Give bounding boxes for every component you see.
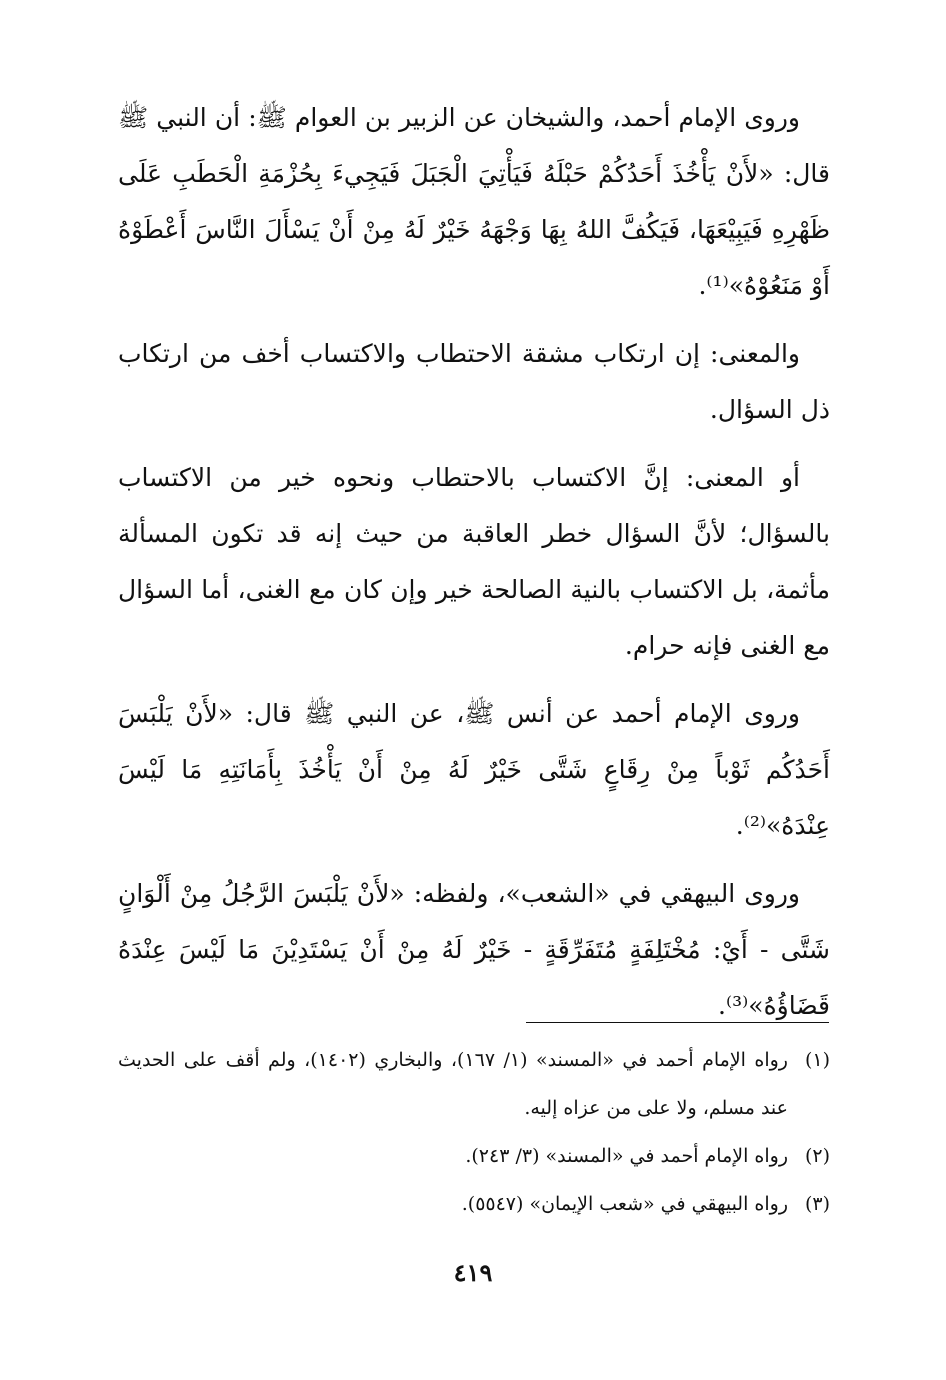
footnote-text: رواه الإمام أحمد في «المسند» (١/ ١٦٧)، والبخاري (١٤٠٢)، ولم أقف على الحديث عند مسلم، ولا على من عزاه إليه. xyxy=(118,1049,788,1119)
footnote-text: رواه الإمام أحمد في «المسند» (٣/ ٢٤٣). xyxy=(465,1145,788,1167)
footnotes xyxy=(118,1036,830,1228)
paragraph-bayhaqi: وروى البيهقي في «الشعب»، ولفظه: «لأَنْ يَلْبَسَ الرَّجُلُ مِنْ أَلْوَانٍ شَتَّى - أَيْ: مُخْتَلِفَةٍ مُتَفَرِّقَةٍ - خَيْرٌ لَهُ مِنْ أَنْ يَسْتَدِيْنَ مَا لَيْسَ عِنْدَهُ قَضَاؤُهُ»⁽³⁾. xyxy=(118,879,830,1020)
footnote-separator xyxy=(526,1022,829,1023)
footnote-text: رواه البيهقي في «شعب الإيمان» (٥٥٤٧). xyxy=(461,1193,788,1215)
page-number: ٤١٩ xyxy=(453,1258,493,1287)
paragraph-meaning-one: والمعنى: إن ارتكاب مشقة الاحتطاب والاكتساب أخف من ارتكاب ذل السؤال. xyxy=(118,339,830,424)
paragraph-hadith-zubair: وروى الإمام أحمد، والشيخان عن الزبير بن العوام ﷺ: أن النبي ﷺ قال: «لأَنْ يَأْخُذَ أَحَدُكُمْ حَبْلَهُ فَيَأْتِيَ الْجَبَلَ فَيَجِيءَ بِحُزْمَةِ الْحَطَبِ عَلَى ظَهْرِهِ فَيَبِيْعَهَا، فَيَكُفَّ اللهُ بِهَا وَجْهَهُ خَيْرٌ لَهُ مِنْ أَنْ يَسْأَلَ النَّاسَ أَعْطَوْهُ أَوْ مَنَعُوْهُ»⁽¹⁾. xyxy=(118,103,830,300)
main-text xyxy=(118,90,830,1046)
paragraph-meaning-two: أو المعنى: إنَّ الاكتساب بالاحتطاب ونحوه خير من الاكتساب بالسؤال؛ لأنَّ السؤال خطر العاقبة من حيث إنه قد تكون المسألة مأثمة، بل الاكتساب بالنية الصالحة خير وإن كان مع الغنى، أما السؤال مع الغنى فإنه حرام. xyxy=(118,463,830,660)
footnote-3 xyxy=(118,1180,830,1228)
footnote-2 xyxy=(118,1132,830,1180)
paragraph-hadith-anas: وروى الإمام أحمد عن أنس ﷺ، عن النبي ﷺ قال: «لأَنْ يَلْبَسَ أَحَدُكُم ثَوْباً مِنْ رِقَاعٍ شَتَّى خَيْرٌ لَهُ مِنْ أَنْ يَأْخُذَ بِأَمَانَتِهِ مَا لَيْسَ عِنْدَهُ»⁽²⁾. xyxy=(118,699,830,840)
footnote-number: (٢) xyxy=(804,1145,830,1167)
footnote-number: (٣) xyxy=(804,1193,830,1215)
footnote-1 xyxy=(118,1036,830,1132)
footnote-number: (١) xyxy=(804,1049,830,1071)
